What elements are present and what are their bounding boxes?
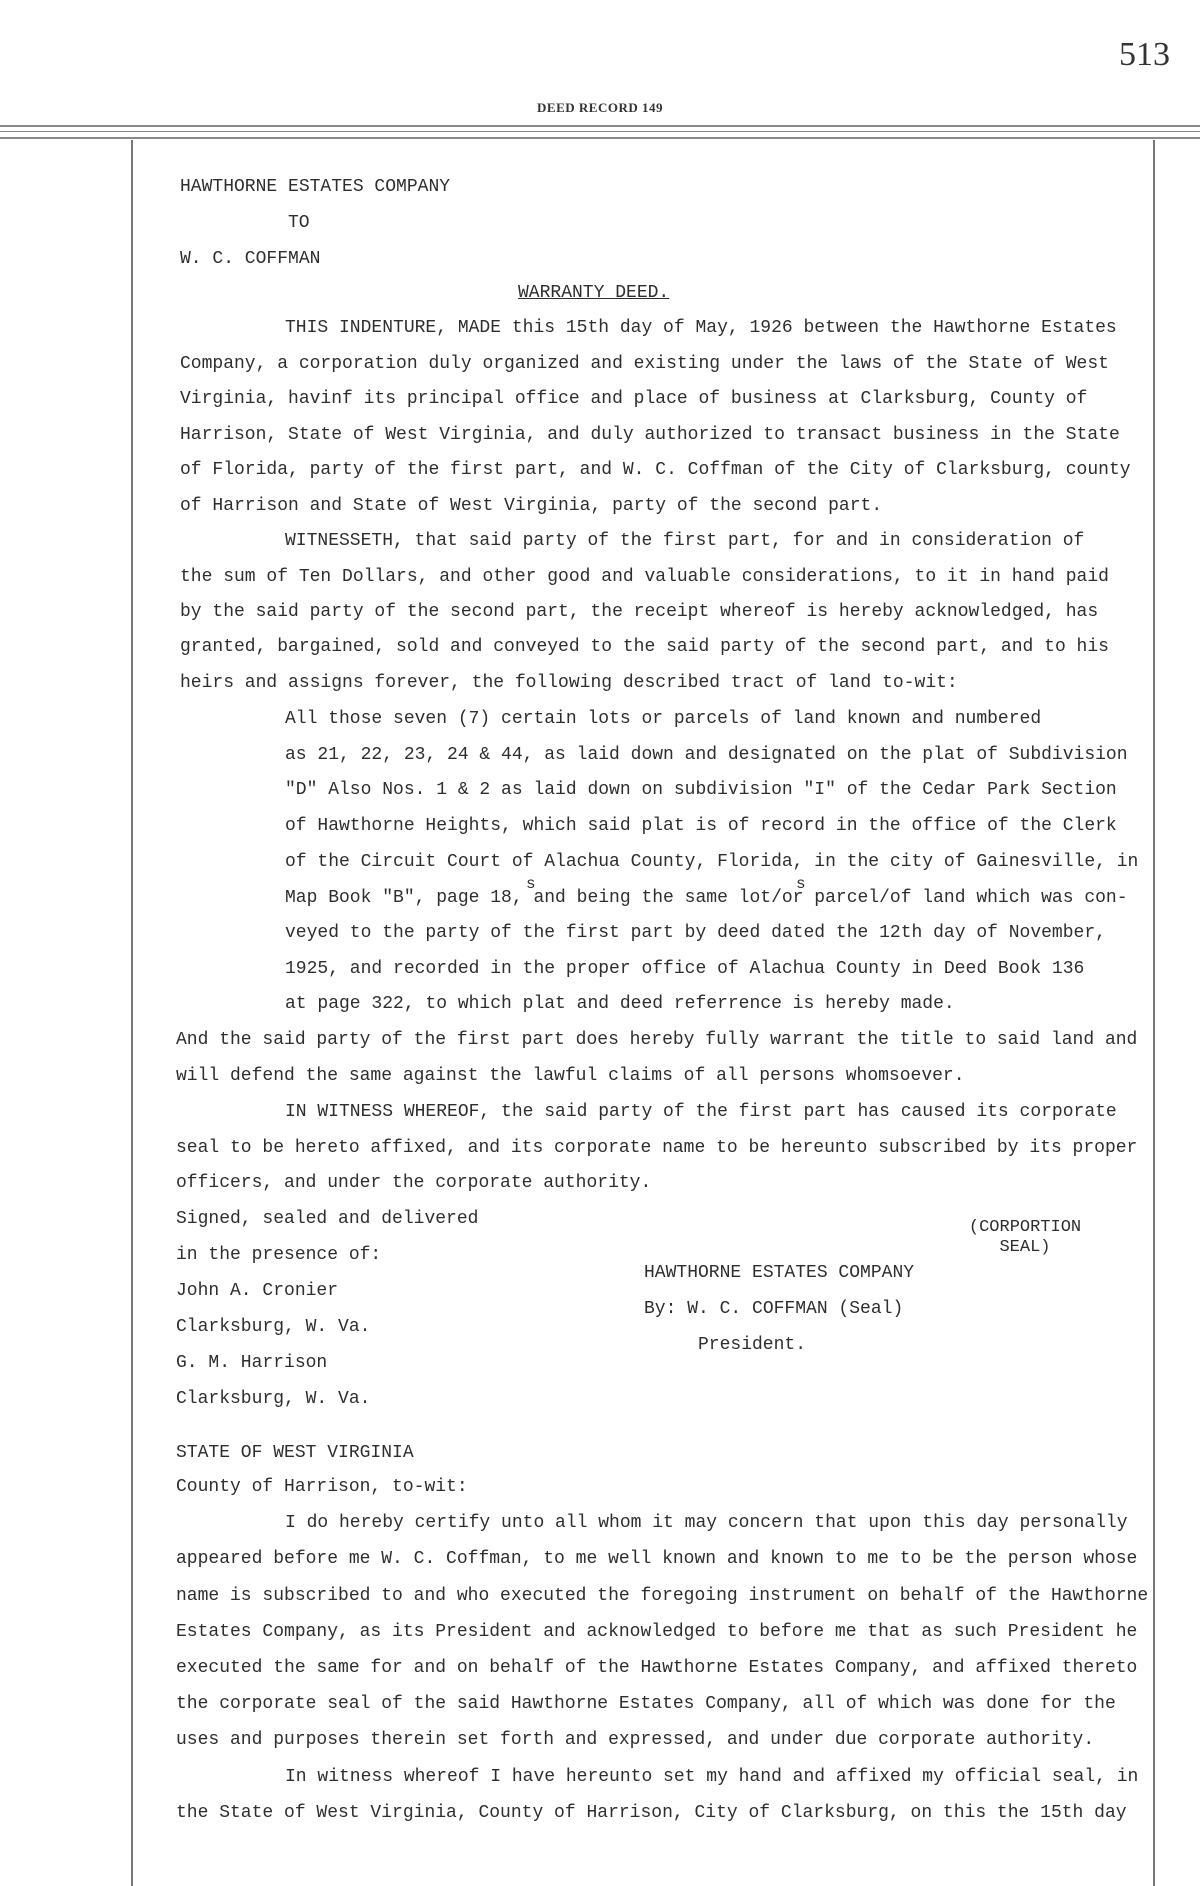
- text-line: Company, a corporation duly organized and existing under the laws of the State of West: [180, 354, 1109, 374]
- to-word: TO: [288, 213, 310, 233]
- text-line: veyed to the party of the first part by deed dated the 12th day of November,: [285, 923, 1106, 943]
- grantee-name: W. C. COFFMAN: [180, 249, 321, 269]
- text-line: seal to be hereto affixed, and its corporate name to be hereunto subscribed by its proper: [176, 1138, 1138, 1158]
- signer-by-line: By: W. C. COFFMAN (Seal): [644, 1299, 904, 1319]
- witness-location: Clarksburg, W. Va.: [176, 1317, 371, 1337]
- presence-line: in the presence of:: [176, 1245, 382, 1265]
- text-line: of Harrison and State of West Virginia, party of the second part.: [180, 496, 883, 516]
- text-line: the State of West Virginia, County of Harrison, City of Clarksburg, on this the 15th day: [176, 1803, 1127, 1823]
- text-line: appeared before me W. C. Coffman, to me well known and known to me to be the person whose: [176, 1549, 1138, 1569]
- text-line: of Hawthorne Heights, which said plat is of record in the office of the Clerk: [285, 816, 1117, 836]
- text-line: the sum of Ten Dollars, and other good and valuable considerations, to it in hand paid: [180, 567, 1109, 587]
- text-line: IN WITNESS WHEREOF, the said party of the first part has caused its corporate: [285, 1102, 1117, 1122]
- witness-name: John A. Cronier: [176, 1281, 339, 1301]
- deed-title: WARRANTY DEED.: [518, 283, 670, 303]
- text-line: Harrison, State of West Virginia, and duly authorized to transact business in the State: [180, 425, 1120, 445]
- header-rule-middle: [0, 131, 1200, 132]
- text-line: Map Book "B", page 18, and being the same lot/or parcel/of land which was con-: [285, 888, 1128, 908]
- seal-line: (CORPORTION: [968, 1218, 1082, 1237]
- text-line: of Florida, party of the first part, and W. C. Coffman of the City of Clarksburg, county: [180, 460, 1131, 480]
- text-line: by the said party of the second part, the receipt whereof is hereby acknowledged, has: [180, 602, 1099, 622]
- text-line: 1925, and recorded in the proper office of Alachua County in Deed Book 136: [285, 959, 1085, 979]
- header-rule-bottom: [0, 137, 1200, 139]
- text-line: Virginia, havinf its principal office and place of business at Clarksburg, County of: [180, 389, 1088, 409]
- text-line: I do hereby certify unto all whom it may concern that upon this day personally: [285, 1513, 1128, 1533]
- interlinear-s-mark: s: [796, 875, 806, 893]
- text-line: uses and purposes therein set forth and expressed, and under due corporate authority.: [176, 1730, 1095, 1750]
- header-rule-top: [0, 125, 1200, 127]
- text-line: granted, bargained, sold and conveyed to the said party of the second part, and to his: [180, 637, 1109, 657]
- text-line: "D" Also Nos. 1 & 2 as laid down on subdivision "I" of the Cedar Park Section: [285, 780, 1117, 800]
- signed-sealed-line: Signed, sealed and delivered: [176, 1209, 479, 1229]
- grantor-name: HAWTHORNE ESTATES COMPANY: [180, 177, 451, 197]
- text-line: executed the same for and on behalf of the Hawthorne Estates Company, and affixed thereto: [176, 1658, 1138, 1678]
- record-book-title: DEED RECORD 149: [537, 100, 663, 115]
- text-line: will defend the same against the lawful claims of all persons whomsoever.: [176, 1066, 965, 1086]
- text-line: Estates Company, as its President and acknowledged to before me that as such President he: [176, 1622, 1138, 1642]
- text-line: of the Circuit Court of Alachua County, Florida, in the city of Gainesville, in: [285, 852, 1139, 872]
- text-line: All those seven (7) certain lots or parcels of land known and numbered: [285, 709, 1042, 729]
- signer-title: President.: [698, 1335, 807, 1355]
- corporate-seal-notation: [960, 1218, 1090, 1258]
- county-heading: County of Harrison, to-wit:: [176, 1477, 468, 1497]
- text-line: the corporate seal of the said Hawthorne Estates Company, all of which was done for the: [176, 1694, 1116, 1714]
- seal-line: SEAL): [999, 1238, 1051, 1257]
- text-line: In witness whereof I have hereunto set my hand and affixed my official seal, in: [285, 1767, 1139, 1787]
- interlinear-s-mark: s: [526, 875, 536, 893]
- text-line: name is subscribed to and who executed the foregoing instrument on behalf of the Hawthorne: [176, 1586, 1149, 1606]
- witness-location: Clarksburg, W. Va.: [176, 1389, 371, 1409]
- right-margin-line: [1153, 140, 1155, 1886]
- text-line: THIS INDENTURE, MADE this 15th day of May, 1926 between the Hawthorne Estates: [285, 318, 1117, 338]
- text-line: And the said party of the first part does hereby fully warrant the title to said land and: [176, 1030, 1138, 1050]
- text-line: WITNESSETH, that said party of the first part, for and in consideration of: [285, 531, 1085, 551]
- text-line: heirs and assigns forever, the following described tract of land to-wit:: [180, 673, 958, 693]
- text-line: as 21, 22, 23, 24 & 44, as laid down and designated on the plat of Subdivision: [285, 745, 1128, 765]
- witness-name: G. M. Harrison: [176, 1353, 328, 1373]
- text-line: officers, and under the corporate authority.: [176, 1173, 652, 1193]
- left-margin-line: [131, 140, 133, 1886]
- state-heading: STATE OF WEST VIRGINIA: [176, 1443, 414, 1463]
- text-line: at page 322, to which plat and deed referrence is hereby made.: [285, 994, 955, 1014]
- signing-company: HAWTHORNE ESTATES COMPANY: [644, 1263, 915, 1283]
- page-number: 513: [1119, 36, 1170, 73]
